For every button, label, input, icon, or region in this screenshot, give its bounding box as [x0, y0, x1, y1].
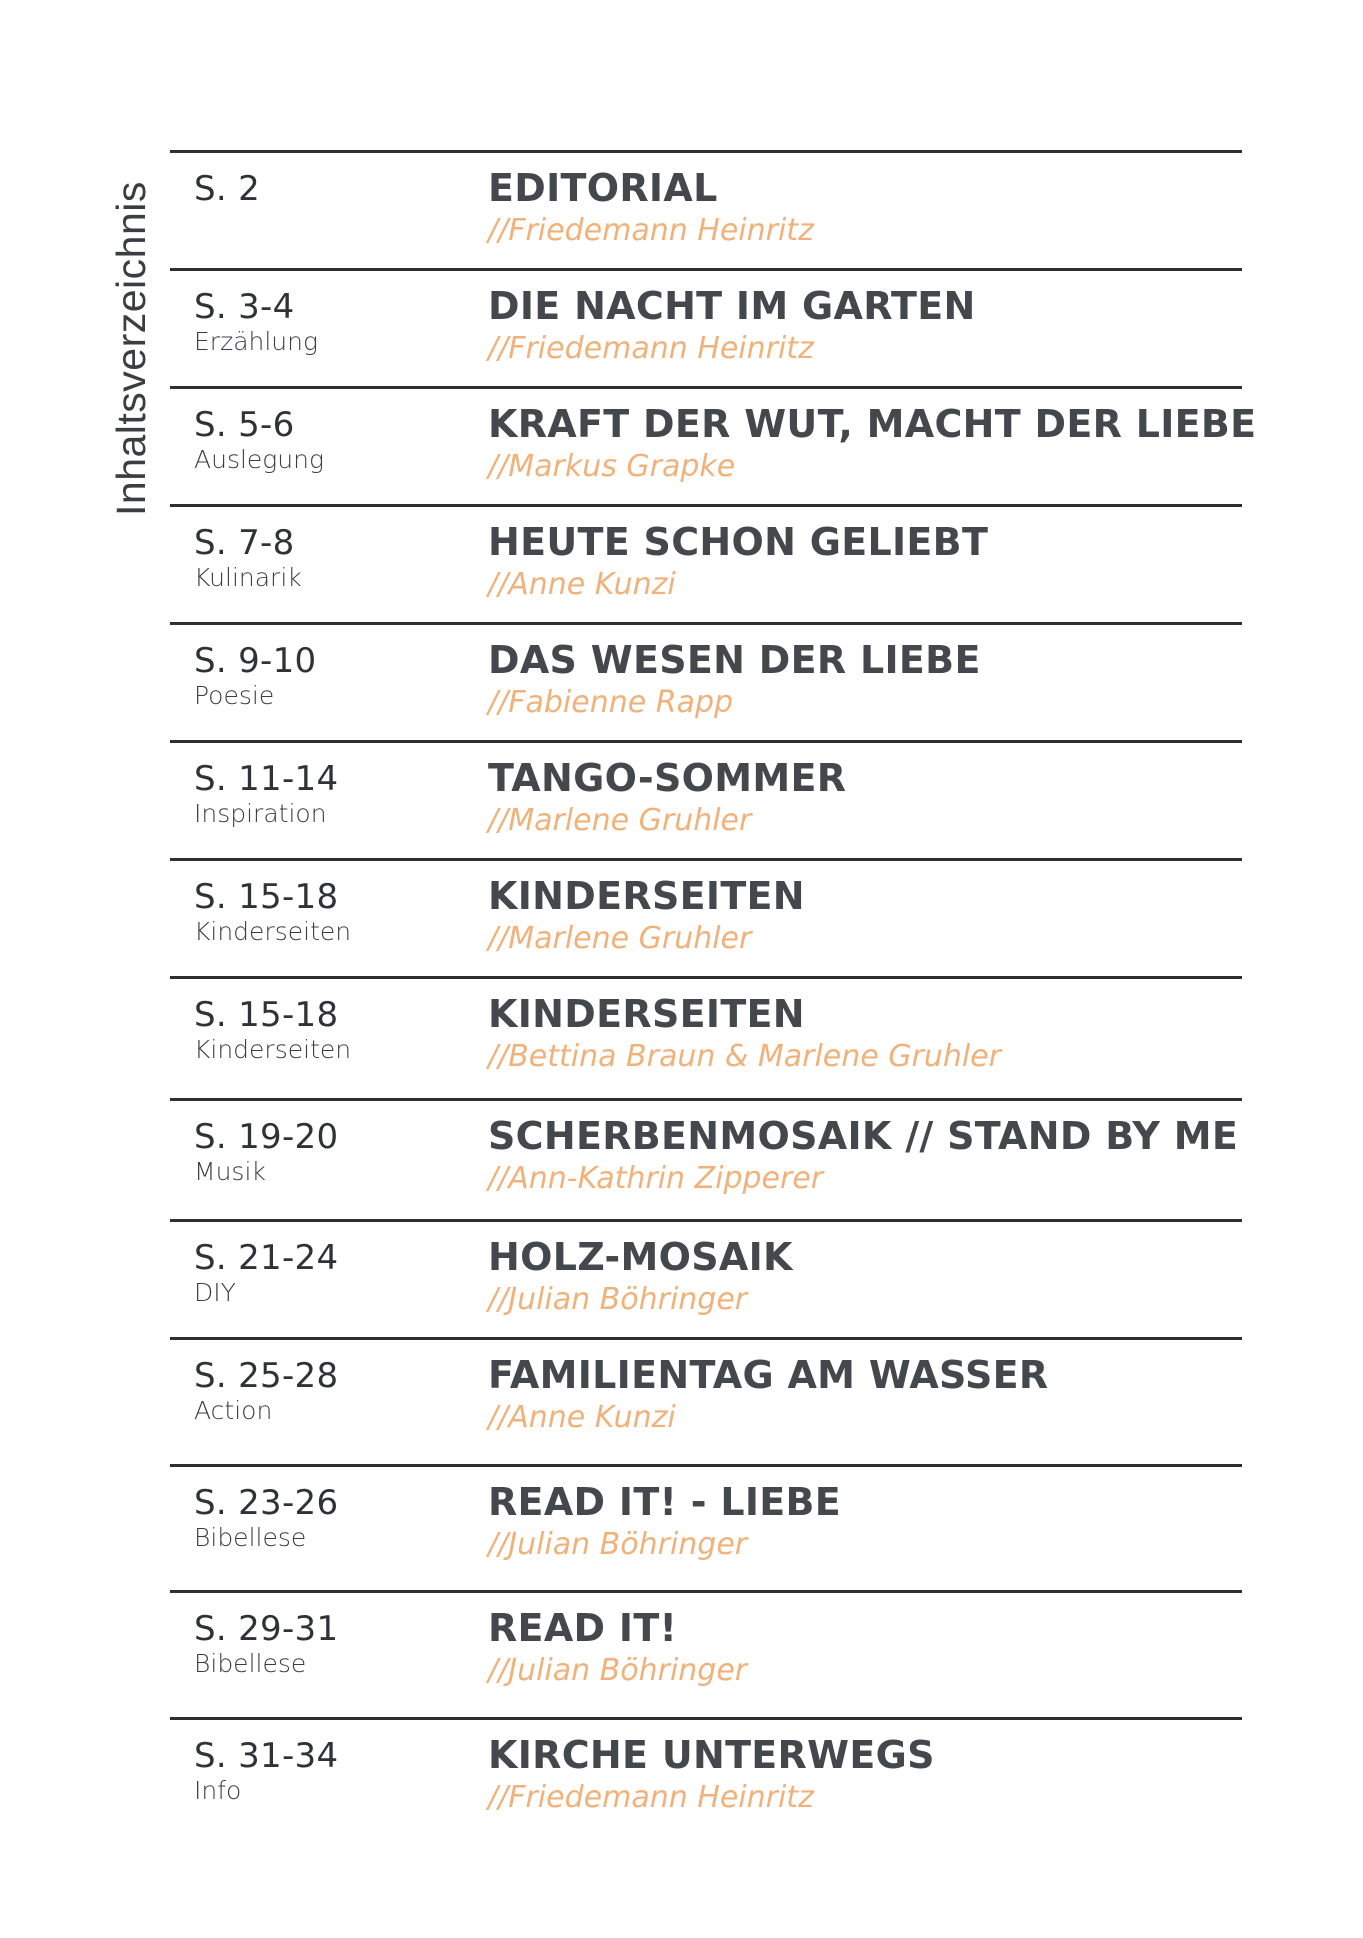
page-range: S. 31-34 — [194, 1736, 339, 1776]
article-title: EDITORIAL — [488, 166, 718, 210]
article-author: //Julian Böhringer — [488, 1282, 748, 1317]
article-title: KIRCHE UNTERWEGS — [488, 1733, 935, 1777]
page-range: S. 25-28 — [194, 1356, 339, 1396]
category-label: Musik — [194, 1157, 266, 1186]
side-title: Inhaltsverzeichnis — [108, 181, 154, 516]
page-range: S. 21-24 — [194, 1238, 339, 1278]
article-author: //Julian Böhringer — [488, 1653, 748, 1688]
article-title: KINDERSEITEN — [488, 992, 805, 1036]
article-author: //Julian Böhringer — [488, 1527, 748, 1562]
toc-row — [170, 1098, 1242, 1219]
page-range: S. 11-14 — [194, 759, 339, 799]
category-label: Kulinarik — [194, 563, 302, 592]
article-title: SCHERBENMOSAIK // STAND BY ME — [488, 1114, 1239, 1158]
article-title: TANGO-SOMMER — [488, 756, 847, 800]
category-label: Bibellese — [194, 1649, 307, 1678]
toc-row — [170, 268, 1242, 386]
toc-row — [170, 386, 1257, 504]
article-author: //Bettina Braun & Marlene Gruhler — [488, 1039, 1001, 1074]
toc-row — [170, 1219, 1242, 1337]
article-title: FAMILIENTAG AM WASSER — [488, 1353, 1049, 1397]
toc-row — [170, 1337, 1242, 1464]
article-title: HEUTE SCHON GELIEBT — [488, 520, 989, 564]
page-range: S. 9-10 — [194, 641, 317, 681]
table-of-contents — [170, 150, 1257, 1842]
page-range: S. 23-26 — [194, 1483, 339, 1523]
toc-row — [170, 1717, 1242, 1842]
category-label: Bibellese — [194, 1523, 307, 1552]
page-range: S. 19-20 — [194, 1117, 339, 1157]
toc-row — [170, 1590, 1242, 1717]
category-label: Poesie — [194, 681, 275, 710]
article-author: //Friedemann Heinritz — [488, 331, 814, 366]
toc-row — [170, 504, 1242, 622]
article-title: KINDERSEITEN — [488, 874, 805, 918]
article-author: //Anne Kunzi — [488, 567, 676, 602]
article-author: //Friedemann Heinritz — [488, 1780, 814, 1815]
toc-row — [170, 150, 1242, 268]
category-label: Action — [194, 1396, 273, 1425]
page-range: S. 2 — [194, 169, 261, 209]
article-author: //Fabienne Rapp — [488, 685, 734, 720]
category-label: Erzählung — [194, 327, 318, 356]
page-range: S. 3-4 — [194, 287, 295, 327]
toc-row — [170, 858, 1242, 976]
page-range: S. 15-18 — [194, 995, 339, 1035]
page-range: S. 5-6 — [194, 405, 295, 445]
article-title: READ IT! - LIEBE — [488, 1480, 842, 1524]
page-range: S. 7-8 — [194, 523, 295, 563]
article-author: //Markus Grapke — [488, 449, 736, 484]
toc-row — [170, 740, 1242, 858]
article-title: KRAFT DER WUT, MACHT DER LIEBE — [488, 402, 1257, 446]
page-range: S. 15-18 — [194, 877, 339, 917]
page-range: S. 29-31 — [194, 1609, 339, 1649]
category-label: Kinderseiten — [194, 1035, 352, 1064]
article-title: READ IT! — [488, 1606, 678, 1650]
article-author: //Ann-Kathrin Zipperer — [488, 1161, 824, 1196]
category-label: Kinderseiten — [194, 917, 352, 946]
article-title: HOLZ-MOSAIK — [488, 1235, 793, 1279]
article-author: //Anne Kunzi — [488, 1400, 676, 1435]
category-label: DIY — [194, 1278, 236, 1307]
article-title: DAS WESEN DER LIEBE — [488, 638, 981, 682]
article-author: //Friedemann Heinritz — [488, 213, 814, 248]
article-author: //Marlene Gruhler — [488, 921, 752, 956]
category-label: Inspiration — [194, 799, 327, 828]
article-title: DIE NACHT IM GARTEN — [488, 284, 976, 328]
toc-row — [170, 622, 1242, 740]
toc-row — [170, 976, 1242, 1098]
category-label: Auslegung — [194, 445, 324, 474]
category-label: Info — [194, 1776, 242, 1805]
toc-row — [170, 1464, 1242, 1590]
article-author: //Marlene Gruhler — [488, 803, 752, 838]
